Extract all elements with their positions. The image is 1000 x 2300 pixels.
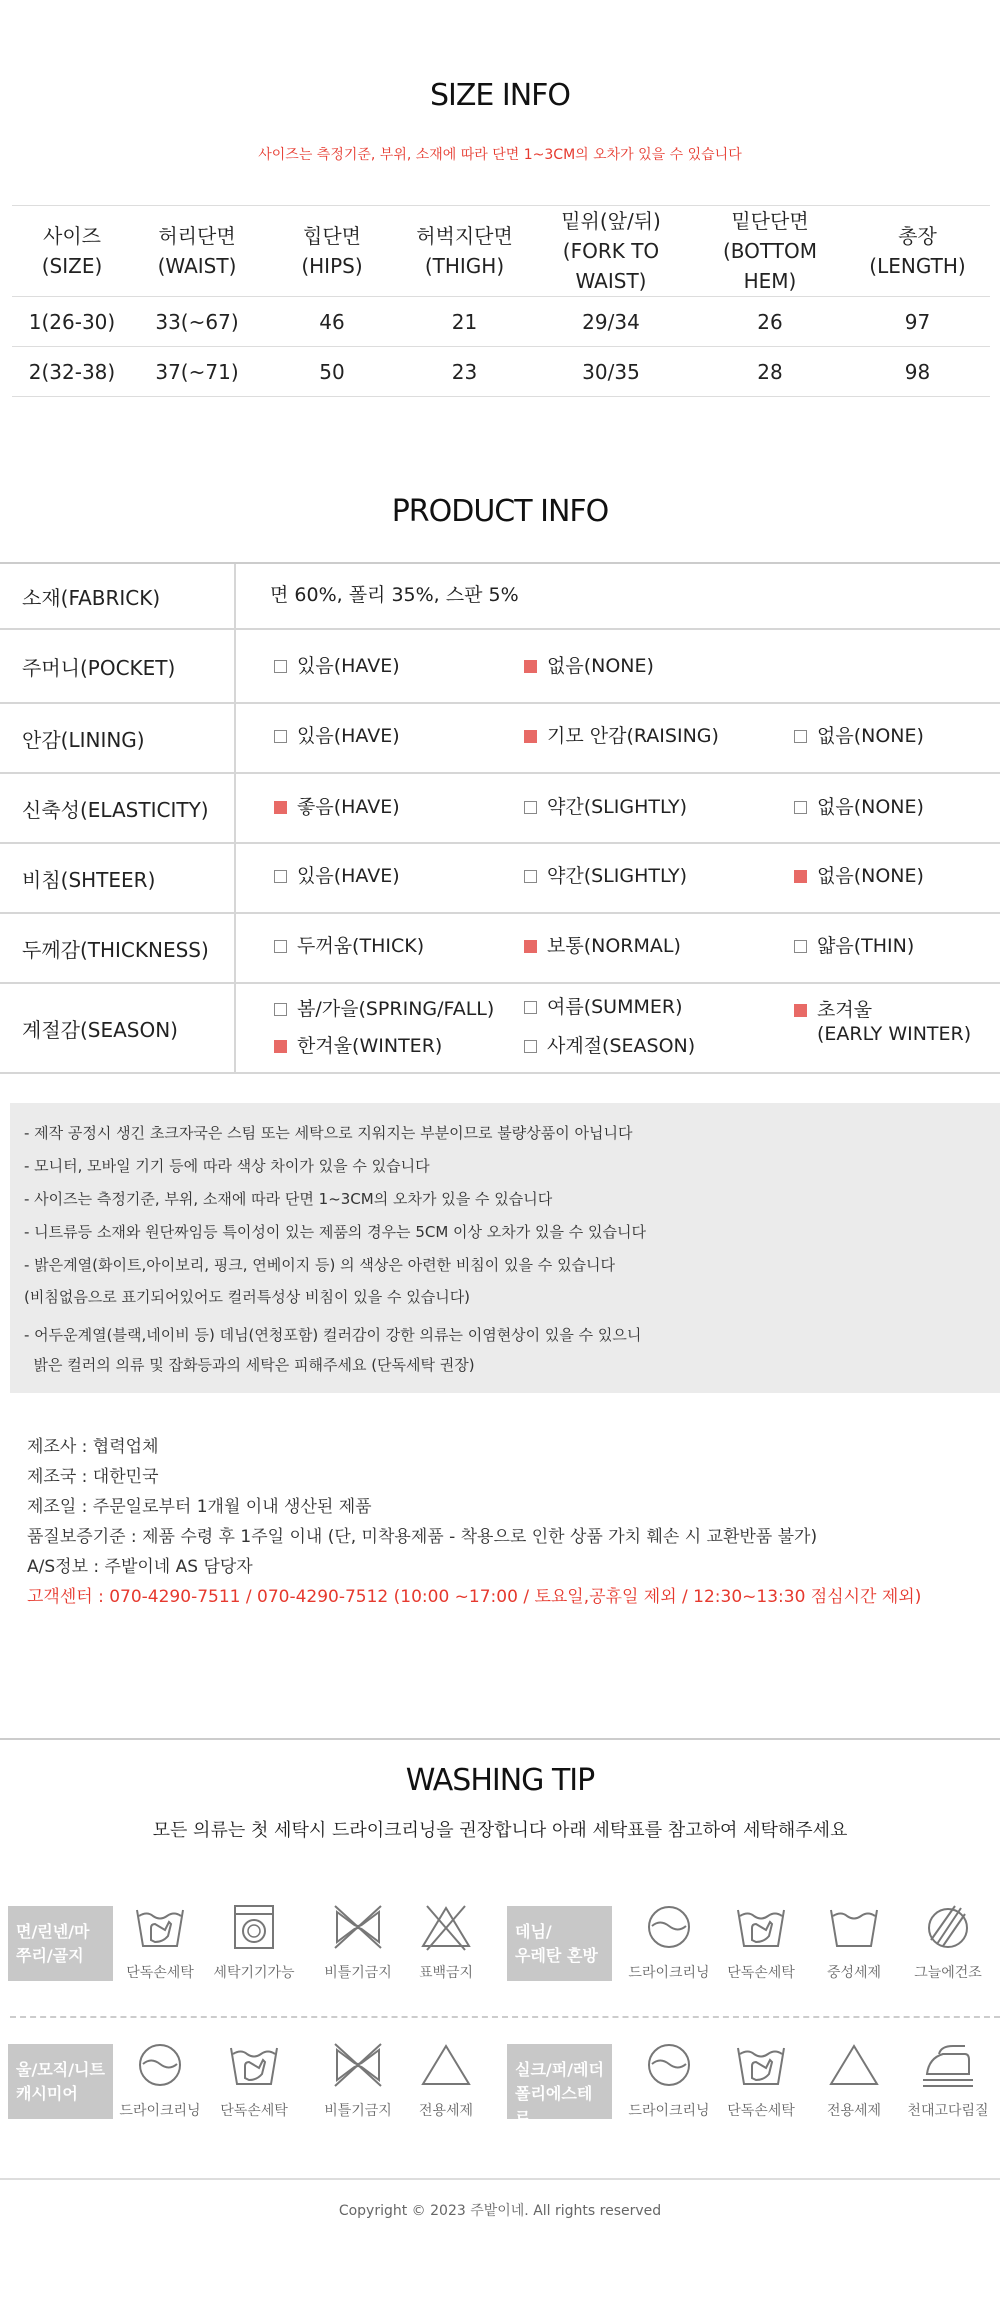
special-detergent-icon xyxy=(827,2040,881,2090)
table-cell: 46 xyxy=(262,297,402,347)
size-header-cell: 사이즈 (SIZE) xyxy=(12,206,132,297)
category-denim-urethane: 데님/ 우레탄 혼방 xyxy=(507,1906,612,1981)
maker-line: A/S정보 : 주밭이네 AS 담당자 xyxy=(27,1557,253,1577)
product-row-label: 신축성(ELASTICITY) xyxy=(0,774,236,842)
option-sheer-slightly: 약간(SLIGHTLY) xyxy=(524,864,687,888)
checkbox-icon xyxy=(274,660,287,673)
washing-subtitle: 모든 의류는 첫 세탁시 드라이크리닝을 권장합니다 아래 세탁표를 참고하여 세탁해주세요 xyxy=(152,1820,848,1841)
divider-dashed xyxy=(10,2016,1000,2018)
category-cotton-linen: 면/린넨/마 쭈리/골지 xyxy=(8,1906,113,1981)
washing-tip-title: WASHING TIP xyxy=(405,1763,595,1798)
manufacturer-info xyxy=(27,1432,921,1612)
notice-line: - 제작 공정시 생긴 초크자국은 스팀 또는 세탁으로 지워지는 부분이므로 불량상품이 아닙니다 xyxy=(24,1124,633,1142)
checkbox-icon xyxy=(524,801,537,814)
option-season-spring-fall: 봄/가을(SPRING/FALL) xyxy=(274,997,494,1021)
wash-item: 드라이크리닝 xyxy=(621,1902,717,1982)
size-header-cell: 힙단면 (HIPS) xyxy=(262,206,402,297)
checkbox-icon xyxy=(524,870,537,883)
checkbox-icon xyxy=(274,940,287,953)
product-row-label: 주머니(POCKET) xyxy=(0,630,236,702)
dry-clean-icon xyxy=(644,1902,694,1952)
table-cell: 26 xyxy=(695,297,845,347)
table-row xyxy=(12,347,990,397)
option-thickness-thin: 얇음(THIN) xyxy=(794,934,914,958)
shade-dry-icon xyxy=(921,1902,975,1952)
checkbox-icon xyxy=(274,870,287,883)
product-info-table xyxy=(0,562,1000,1074)
product-row-elasticity xyxy=(0,774,1000,844)
neutral-detergent-icon xyxy=(827,1902,881,1952)
option-lining-raising: 기모 안감(RAISING) xyxy=(524,724,719,748)
product-row-sheer xyxy=(0,844,1000,914)
size-info-title: SIZE INFO xyxy=(429,78,571,113)
product-row-label: 안감(LINING) xyxy=(0,704,236,772)
option-elasticity-slightly: 약간(SLIGHTLY) xyxy=(524,795,687,819)
wash-item: 전용세제 xyxy=(806,2040,902,2120)
option-sheer-none: 없음(NONE) xyxy=(794,864,924,888)
notice-line: (비침없음으로 표기되어있어도 컬러특성상 비침이 있을 수 있습니다) xyxy=(24,1288,471,1306)
category-wool-knit: 울/모직/니트 캐시미어 xyxy=(8,2044,113,2119)
checkbox-icon xyxy=(794,801,807,814)
checkbox-checked-icon xyxy=(524,940,537,953)
checkbox-icon xyxy=(524,1040,537,1053)
table-cell: 2(32-38) xyxy=(12,347,132,397)
checkbox-icon xyxy=(274,1003,287,1016)
maker-line: 제조일 : 주문일로부터 1개월 이내 생산된 제품 xyxy=(27,1497,372,1517)
product-row-pocket xyxy=(0,630,1000,704)
option-lining-none: 없음(NONE) xyxy=(794,724,924,748)
checkbox-icon xyxy=(794,730,807,743)
option-season-summer: 여름(SUMMER) xyxy=(524,995,683,1019)
checkbox-icon xyxy=(524,1001,537,1014)
product-row-label: 두께감(THICKNESS) xyxy=(0,914,236,982)
checkbox-icon xyxy=(274,730,287,743)
notice-box xyxy=(10,1103,1000,1393)
product-row-label: 계절감(SEASON) xyxy=(0,984,236,1072)
option-elasticity-have: 좋음(HAVE) xyxy=(274,795,400,819)
product-info-title: PRODUCT INFO xyxy=(391,494,609,529)
checkbox-icon xyxy=(794,940,807,953)
fabric-value: 면 60%, 폴리 35%, 스판 5% xyxy=(270,584,519,606)
product-row-season xyxy=(0,984,1000,1074)
option-thickness-thick: 두꺼움(THICK) xyxy=(274,934,424,958)
size-notice: 사이즈는 측정기준, 부위, 소재에 따라 단면 1~3CM의 오차가 있을 수 있습니다 xyxy=(258,147,742,163)
table-cell: 37(~71) xyxy=(132,347,262,397)
notice-line: - 어두운계열(블랙,네이비 등) 데님(연청포함) 컬러감이 강한 의류는 이염현상이 있을 수 있으니 xyxy=(24,1326,642,1344)
table-cell: 23 xyxy=(402,347,527,397)
checkbox-checked-icon xyxy=(794,1004,807,1017)
wash-item: 비틀기금지 xyxy=(310,1902,406,1982)
size-header-cell: 총장 (LENGTH) xyxy=(845,206,990,297)
notice-line: - 니트류등 소재와 원단짜임등 특이성이 있는 제품의 경우는 5CM 이상 오차가 있을 수 있습니다 xyxy=(24,1223,646,1241)
option-thickness-normal: 보통(NORMAL) xyxy=(524,934,681,958)
wash-item: 비틀기금지 xyxy=(310,2040,406,2120)
product-row-thickness xyxy=(0,914,1000,984)
wash-item: 표백금지 xyxy=(398,1902,494,1982)
maker-line: 제조국 : 대한민국 xyxy=(27,1467,159,1487)
no-wring-icon xyxy=(331,1902,385,1952)
checkbox-checked-icon xyxy=(274,1040,287,1053)
table-cell: 30/35 xyxy=(527,347,695,397)
option-season-all: 사계절(SEASON) xyxy=(524,1034,695,1058)
checkbox-checked-icon xyxy=(524,660,537,673)
washing-machine-icon xyxy=(229,1902,279,1952)
notice-line: 밝은 컬러의 의류 및 잡화등과의 세탁은 피해주세요 (단독세탁 권장) xyxy=(24,1356,475,1374)
hand-wash-icon xyxy=(734,2040,788,2090)
table-cell: 21 xyxy=(402,297,527,347)
option-season-early-winter: 초겨울 (EARLY WINTER) xyxy=(794,998,971,1046)
notice-line: - 사이즈는 측정기준, 부위, 소재에 따라 단면 1~3CM의 오차가 있을 수 있습니다 xyxy=(24,1190,553,1208)
size-header-cell: 밑단단면 (BOTTOM HEM) xyxy=(695,206,845,297)
special-detergent-icon xyxy=(419,2040,473,2090)
option-lining-have: 있음(HAVE) xyxy=(274,724,400,748)
wash-item: 단독손세탁 xyxy=(112,1902,208,1982)
wash-item: 천대고다림질 xyxy=(900,2040,996,2120)
table-cell: 98 xyxy=(845,347,990,397)
checkbox-checked-icon xyxy=(274,801,287,814)
customer-center: 고객센터 : 070-4290-7511 / 070-4290-7512 (10:00 ~17:00 / 토요일,공휴일 제외 / 12:30~13:30 점심시간 제외) xyxy=(27,1587,922,1607)
wash-item: 그늘에건조 xyxy=(900,1902,996,1982)
option-elasticity-none: 없음(NONE) xyxy=(794,795,924,819)
no-bleach-icon xyxy=(419,1902,473,1952)
wash-item: 중성세제 xyxy=(806,1902,902,1982)
table-cell: 28 xyxy=(695,347,845,397)
product-row-lining xyxy=(0,704,1000,774)
wash-item: 단독손세탁 xyxy=(713,2040,809,2120)
divider xyxy=(0,1738,1000,1740)
copyright: Copyright © 2023 주밭이네. All rights reserved xyxy=(338,2203,662,2219)
maker-line: 품질보증기준 : 제품 수령 후 1주일 이내 (단, 미착용제품 - 착용으로 인한 상품 가치 훼손 시 교환반품 불가) xyxy=(27,1527,818,1547)
table-cell: 50 xyxy=(262,347,402,397)
table-cell: 97 xyxy=(845,297,990,347)
table-cell: 1(26-30) xyxy=(12,297,132,347)
checkbox-checked-icon xyxy=(794,870,807,883)
table-cell: 29/34 xyxy=(527,297,695,347)
option-sheer-have: 있음(HAVE) xyxy=(274,864,400,888)
product-row-label: 소재(FABRICK) xyxy=(0,564,236,628)
dry-clean-icon xyxy=(135,2040,185,2090)
notice-line: - 밝은계열(화이트,아이보리, 핑크, 연베이지 등) 의 색상은 아련한 비침이 있을 수 있습니다 xyxy=(24,1256,616,1274)
hand-wash-icon xyxy=(734,1902,788,1952)
wash-item: 드라이크리닝 xyxy=(112,2040,208,2120)
notice-line: - 모니터, 모바일 기기 등에 따라 색상 차이가 있을 수 있습니다 xyxy=(24,1157,430,1175)
size-table-header xyxy=(12,206,990,297)
iron-cloth-icon xyxy=(919,2040,977,2090)
wash-item: 드라이크리닝 xyxy=(621,2040,717,2120)
dry-clean-icon xyxy=(644,2040,694,2090)
product-row-fabric xyxy=(0,564,1000,630)
size-header-cell: 밑위(앞/뒤) (FORK TO WAIST) xyxy=(527,206,695,297)
option-pocket-have: 있음(HAVE) xyxy=(274,654,400,678)
divider xyxy=(0,2178,1000,2180)
wash-item: 단독손세탁 xyxy=(206,2040,302,2120)
size-header-cell: 허리단면 (WAIST) xyxy=(132,206,262,297)
maker-line: 제조사 : 협력업체 xyxy=(27,1437,159,1457)
size-header-cell: 허벅지단면 (THIGH) xyxy=(402,206,527,297)
option-season-winter: 한겨울(WINTER) xyxy=(274,1034,442,1058)
size-table xyxy=(12,205,990,397)
wash-item: 세탁기기가능 xyxy=(206,1902,302,1982)
checkbox-checked-icon xyxy=(524,730,537,743)
table-row xyxy=(12,297,990,347)
option-pocket-none: 없음(NONE) xyxy=(524,654,654,678)
category-silk-leather: 실크/퍼/레더 폴리에스테르 xyxy=(507,2044,612,2119)
table-cell: 33(~67) xyxy=(132,297,262,347)
wash-item: 단독손세탁 xyxy=(713,1902,809,1982)
hand-wash-icon xyxy=(227,2040,281,2090)
hand-wash-icon xyxy=(133,1902,187,1952)
no-wring-icon xyxy=(331,2040,385,2090)
wash-item: 전용세제 xyxy=(398,2040,494,2120)
product-row-label: 비침(SHTEER) xyxy=(0,844,236,912)
